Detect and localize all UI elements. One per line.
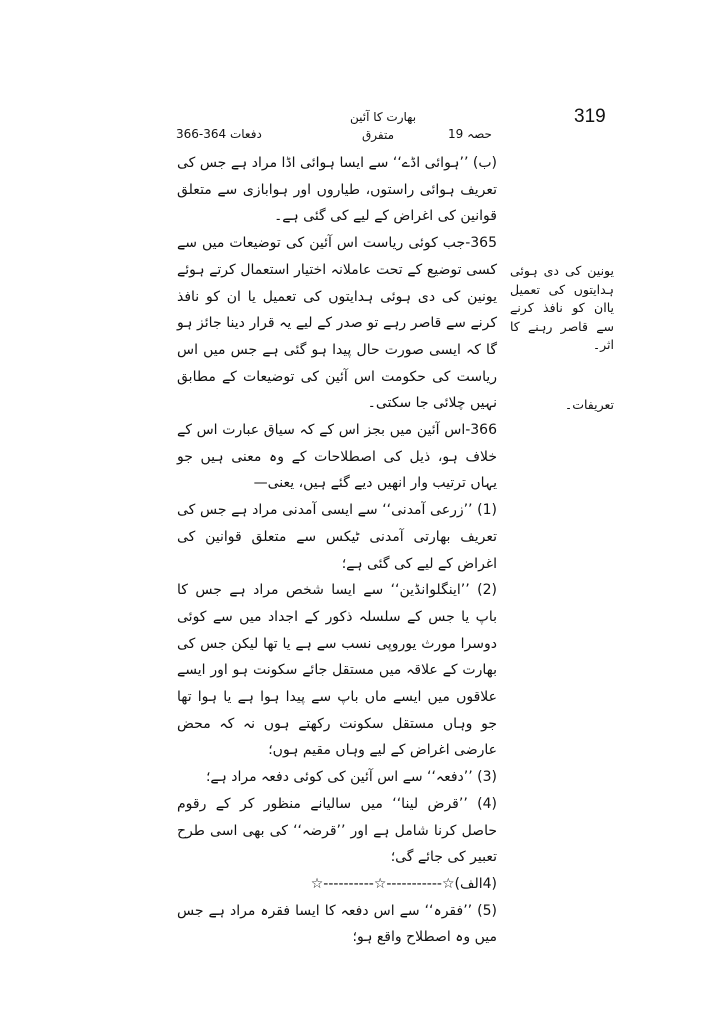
margin-note-article-366: تعریفات۔ bbox=[564, 397, 614, 412]
article-365: 365-جب کوئی ریاست اس آئین کی توضیعات میں سے کسی توضیع کے تحت عاملانہ اختیار استعمال کرتے ہوئے یونین کی دی ہوئی ہدایتوں کی تعمیل یا ان کو نافذ کرنے سے قاصر رہے تو صدر کے لیے یہ قرار دینا جائز ہو گا کہ ایسی صورت حال پیدا ہو گئی ہے جس میں اس ریاست کی حکومت اس آئین کی توضیعات کے مطابق نہیں چلائی جا سکتی۔ bbox=[177, 235, 497, 412]
page-number: 319 bbox=[574, 106, 606, 127]
running-subtitle: متفرق bbox=[362, 128, 395, 142]
definition-4: (4) ’’قرض لینا‘‘ میں سالیانے منظور کر کے رقوم حاصل کرنا شامل ہے اور ’’قرضہ‘‘ کی بھی اسی طرح تعبیر کی جائے گی؛ bbox=[177, 795, 497, 866]
part-label: حصہ 19 bbox=[448, 127, 492, 141]
body-text bbox=[177, 150, 497, 951]
definition-2: (2) ’’اینگلوانڈین‘‘ سے ایسا شخص مراد ہے جس کا باپ یا جس کے سلسلہ ذکور کے اجداد میں سے کوئی دوسرا مورث یوروپی نسب سے ہے یا تھا لیکن جس کی بھارت کے علاقہ میں مستقل جائے سکونت ہو اور ایسے علاقوں میں ایسے ماں باپ سے پیدا ہوا ہے یا ہوا تھا جو وہاں مستقل سکونت رکھتے ہوں نہ کہ محض عارضی اغراض کے لیے وہاں مقیم ہوں؛ bbox=[177, 582, 497, 759]
definition-4a-omitted: (4الف)☆-----------☆----------☆ bbox=[310, 875, 497, 892]
definition-3: (3) ’’دفعہ‘‘ سے اس آئین کی کوئی دفعہ مراد ہے؛ bbox=[205, 769, 497, 786]
margin-note-article-365: یونین کی دی ہوئی ہدایتوں کی تعمیل یاان کو نافذ کرنے سے قاصر رہنے کا اثر۔ bbox=[510, 263, 614, 352]
clause-b-airport: (ب) ’’ہوائی اڈے‘‘ سے ایسا ہوائی اڈا مراد ہے جس کی تعریف ہوائی راستوں، طیاروں اور ہوابازی سے متعلق قوانین کی اغراض کے لیے کی گئی ہے۔ bbox=[177, 155, 497, 225]
definition-1: (1) ’’زرعی آمدنی‘‘ سے ایسی آمدنی مراد ہے جس کی تعریف بھارتی آمدنی ٹیکس سے متعلق قوانین کی اغراض کے لیے کی گئی ہے؛ bbox=[177, 502, 497, 572]
articles-range: دفعات 364-366 bbox=[176, 127, 262, 141]
article-366: 366-اس آئین میں بجز اس کے کہ سیاق عبارت اس کے خلاف ہو، ذیل کی اصطلاحات کے وہ معنی ہیں جو یہاں ترتیب وار انھیں دیے گئے ہیں، یعنی— bbox=[177, 422, 497, 492]
running-title: بھارت کا آئین bbox=[350, 110, 417, 124]
definition-5: (5) ’’فقرہ‘‘ سے اس دفعہ کا ایسا فقرہ مراد ہے جس میں وہ اصطلاح واقع ہو؛ bbox=[177, 902, 497, 946]
